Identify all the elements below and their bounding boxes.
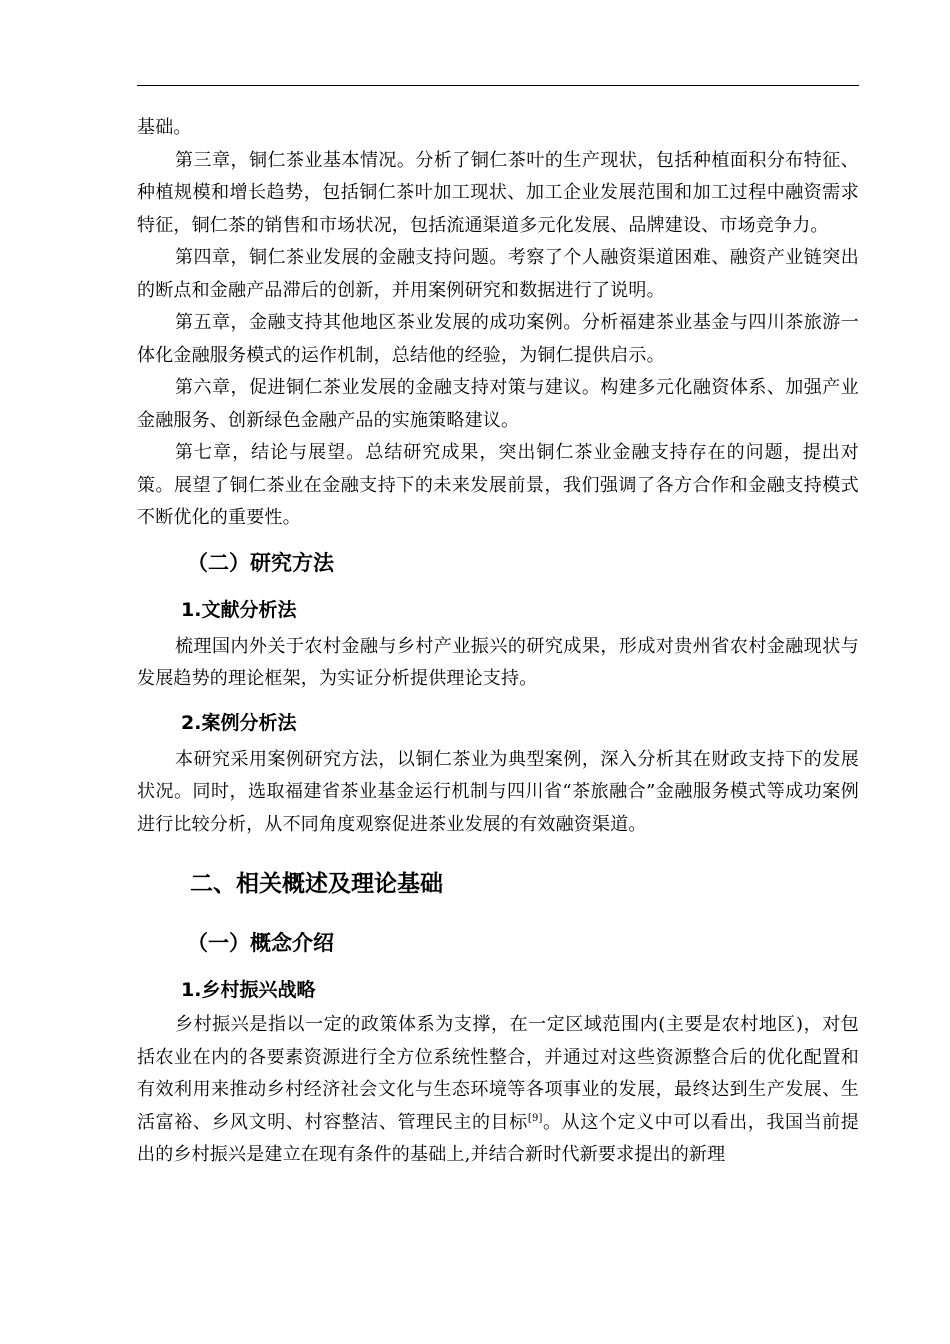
header-rule [137,85,859,86]
citation-reference: [9] [527,1112,543,1124]
paragraph-literature-analysis: 梳理国内外关于农村金融与乡村产业振兴的研究成果，形成对贵州省农村金融现状与发展趋势的理论框架，为实证分析提供理论支持。 [137,635,859,689]
paragraph-continuation: 基础。 [137,117,192,138]
heading-rural-revitalization: 1.乡村振兴战略 [181,979,316,1001]
heading-literature-analysis: 1.文献分析法 [181,598,297,621]
paragraph-chapter-five: 第五章，金融支持其他地区茶业发展的成功案例。分析福建茶业基金与四川茶旅游一体化金融服务模式的运作机制，总结他的经验，为铜仁提供启示。 [137,312,859,366]
paragraph-rural-revitalization-tail: 。从这个定义中可以看出，我国当前提出的乡村振兴是建立在现有条件的基础上,并结合新时代新要求提出的新理 [137,1111,859,1165]
paragraph-chapter-four: 第四章，铜仁茶业发展的金融支持问题。考察了个人融资渠道困难、融资产业链突出的断点和金融产品滞后的创新，并用案例研究和数据进行了说明。 [137,247,859,301]
page-body [137,112,859,1172]
heading-case-analysis: 2.案例分析法 [181,711,297,734]
paragraph-chapter-seven: 第七章，结论与展望。总结研究成果，突出铜仁茶业金融支持存在的问题，提出对策。展望了铜仁茶业在金融支持下的未来发展前景，我们强调了各方合作和金融支持模式不断优化的重要性。 [137,442,859,528]
heading-concepts: （一）概念介绍 [187,931,334,955]
paragraph-case-analysis: 本研究采用案例研究方法，以铜仁茶业为典型案例，深入分析其在财政支持下的发展状况。同时，选取福建省茶业基金运行机制与四川省“茶旅融合”金融服务模式等成功案例进行比较分析，从不同角度观察促进茶业发展的有效融资渠道。 [137,748,859,835]
paragraph-chapter-six: 第六章，促进铜仁茶业发展的金融支持对策与建议。构建多元化融资体系、加强产业金融服务、创新绿色金融产品的实施策略建议。 [137,377,859,431]
heading-chapter-two: 二、相关概述及理论基础 [190,871,443,897]
paragraph-rural-revitalization [137,1009,859,1172]
heading-research-methods: （二）研究方法 [187,550,334,575]
paragraph-rural-revitalization-main: 乡村振兴是指以一定的政策体系为支撑，在一定区域范围内(主要是农村地区)，对包括农业在内的各要素资源进行全方位系统性整合，并通过对这些资源整合后的优化配置和有效利用来推动乡村经济社会文化与生态环境等各项事业的发展，最终达到生产发展、生活富裕、乡风文明、村容整洁、管理民主的目标 [137,1014,859,1133]
paragraph-chapter-three: 第三章，铜仁茶业基本情况。分析了铜仁茶叶的生产现状，包括种植面积分布特征、种植规模和增长趋势，包括铜仁茶叶加工现状、加工企业发展范围和加工过程中融资需求特征，铜仁茶的销售和市场状况，包括流通渠道多元化发展、品牌建设、市场竞争力。 [137,149,859,236]
